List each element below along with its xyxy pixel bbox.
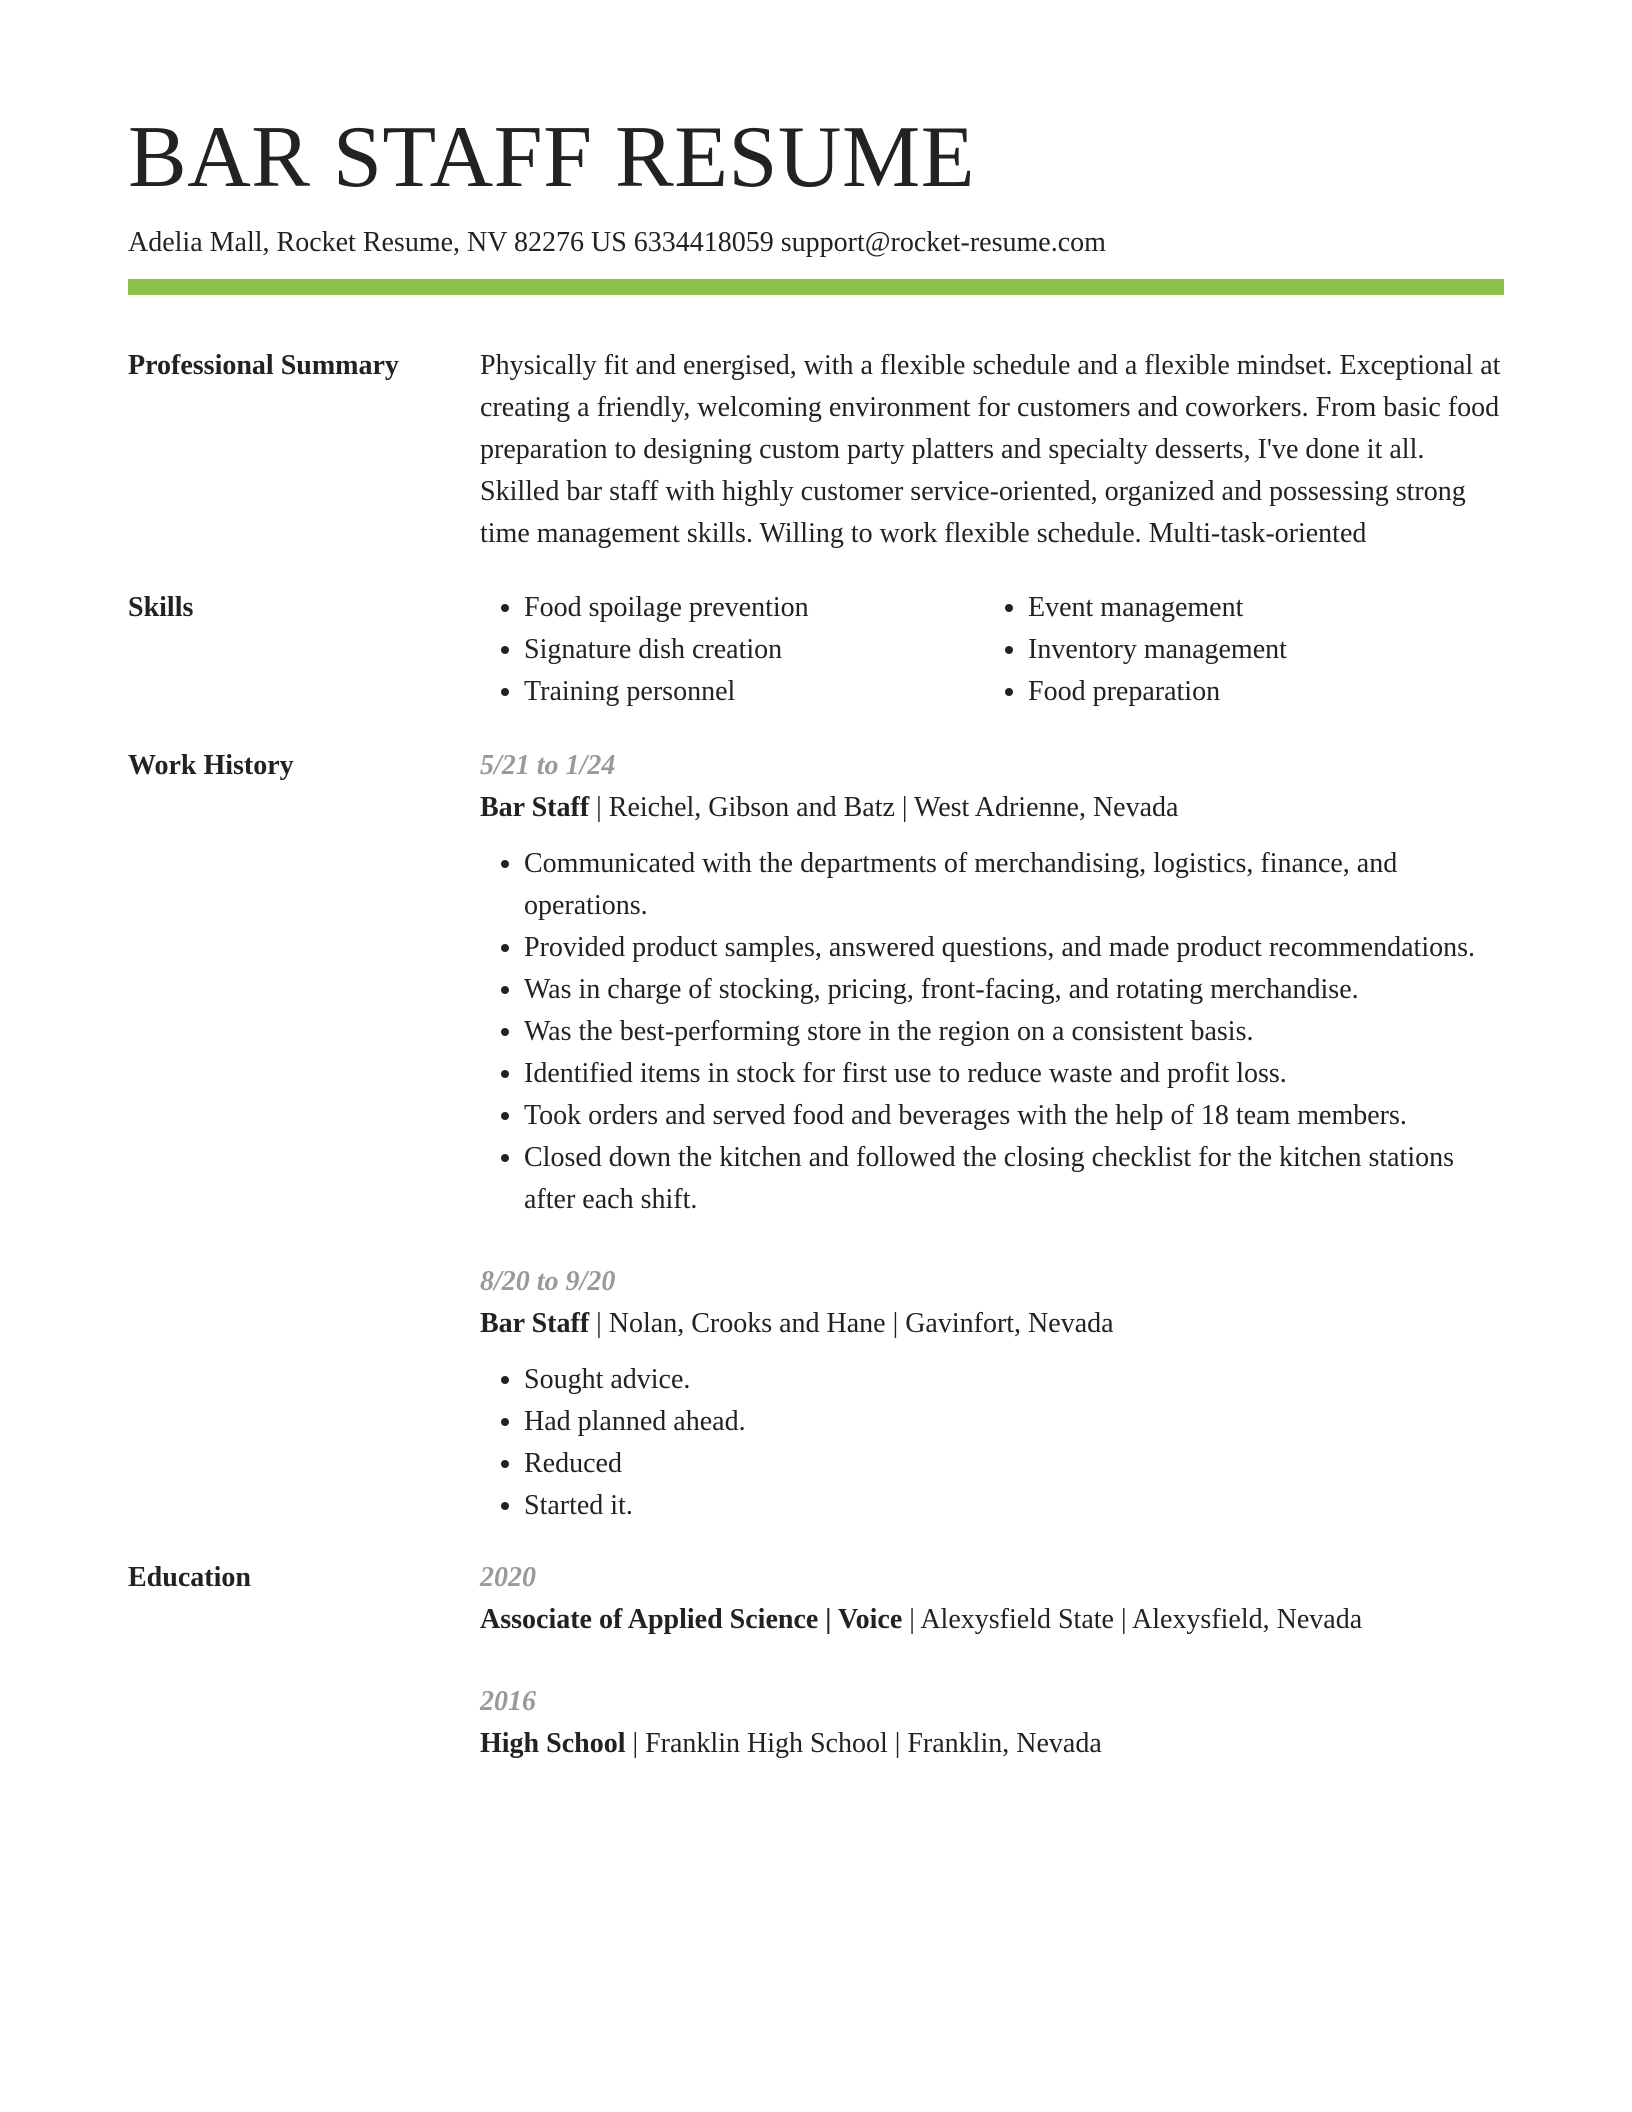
education-body (480, 1557, 1504, 1765)
job-title: Bar Staff (480, 792, 590, 824)
section-label-summary: Professional Summary (128, 350, 399, 382)
job-bullet: • Reduced (524, 1443, 1504, 1485)
education-section (128, 1557, 1504, 1765)
job-bullets (480, 1359, 1504, 1527)
skill-item: • Signature dish creation (524, 629, 984, 671)
education-year: 2016 (480, 1686, 536, 1718)
summary-text: Physically fit and energised, with a flexible schedule and a flexible mindset. Exceptional at creating a friendly, welcoming environment for customers and coworkers. From basic food preparation to designing custom party platters and specialty desserts, I've done it all. Skilled bar staff with highly customer service-oriented, organized and possessing strong time management skills. Willing to work flexible schedule. Multi-task-oriented (480, 350, 1501, 550)
resume-page (128, 110, 1504, 1765)
header-divider (128, 279, 1504, 295)
job-bullet: • Was the best-performing store in the region on a consistent basis. (524, 1011, 1504, 1053)
skills-columns (480, 587, 1504, 713)
job-bullet: • Identified items in stock for first use to reduce waste and profit loss. (524, 1053, 1504, 1095)
job-entry (480, 745, 1504, 1221)
job-details: | Nolan, Crooks and Hane | Gavinfort, Nevada (589, 1308, 1114, 1340)
section-label-skills: Skills (128, 592, 194, 624)
skill-item: • Food preparation (1028, 671, 1488, 713)
job-bullet: • Took orders and served food and beverages with the help of 18 team members. (524, 1095, 1504, 1137)
education-year: 2020 (480, 1562, 536, 1594)
education-entry (480, 1681, 1504, 1765)
job-heading (480, 787, 1504, 829)
skill-item: • Training personnel (524, 671, 984, 713)
skill-item: • Event management (1028, 587, 1488, 629)
skills-list-right (984, 587, 1488, 713)
section-label-education: Education (128, 1562, 251, 1594)
job-bullet: • Was in charge of stocking, pricing, front-facing, and rotating merchandise. (524, 969, 1504, 1011)
education-details: | Alexysfield State | Alexysfield, Nevada (902, 1604, 1363, 1636)
work-history-body (480, 745, 1504, 1527)
job-bullet: • Communicated with the departments of merchandising, logistics, finance, and operations. (524, 843, 1504, 927)
job-bullets (480, 843, 1504, 1221)
education-degree: Associate of Applied Science | Voice (480, 1604, 903, 1636)
section-label-work: Work History (128, 750, 294, 782)
job-heading (480, 1303, 1504, 1345)
work-history-section (128, 745, 1504, 1527)
job-bullet: • Started it. (524, 1485, 1504, 1527)
job-bullet: • Had planned ahead. (524, 1401, 1504, 1443)
education-entry (480, 1557, 1504, 1641)
job-bullet: • Closed down the kitchen and followed the closing checklist for the kitchen stations after each shift. (524, 1137, 1504, 1221)
education-degree: High School (480, 1728, 626, 1760)
job-dates: 5/21 to 1/24 (480, 750, 616, 782)
skills-section (128, 587, 1504, 713)
job-bullet: • Provided product samples, answered questions, and made product recommendations. (524, 927, 1504, 969)
education-heading (480, 1723, 1504, 1765)
contact-line: Adelia Mall, Rocket Resume, NV 82276 US 6334418059 support@rocket-resume.com (128, 226, 1106, 258)
education-heading (480, 1599, 1504, 1641)
job-dates: 8/20 to 9/20 (480, 1266, 616, 1298)
resume-title: BAR STAFF RESUME (128, 109, 975, 206)
job-bullet: • Sought advice. (524, 1359, 1504, 1401)
skills-list-left (480, 587, 984, 713)
skill-item: • Inventory management (1028, 629, 1488, 671)
skill-item: • Food spoilage prevention (524, 587, 984, 629)
job-details: | Reichel, Gibson and Batz | West Adrienne, Nevada (589, 792, 1179, 824)
summary-section (128, 345, 1504, 555)
education-details: | Franklin High School | Franklin, Nevada (625, 1728, 1102, 1760)
job-entry (480, 1261, 1504, 1527)
job-title: Bar Staff (480, 1308, 590, 1340)
